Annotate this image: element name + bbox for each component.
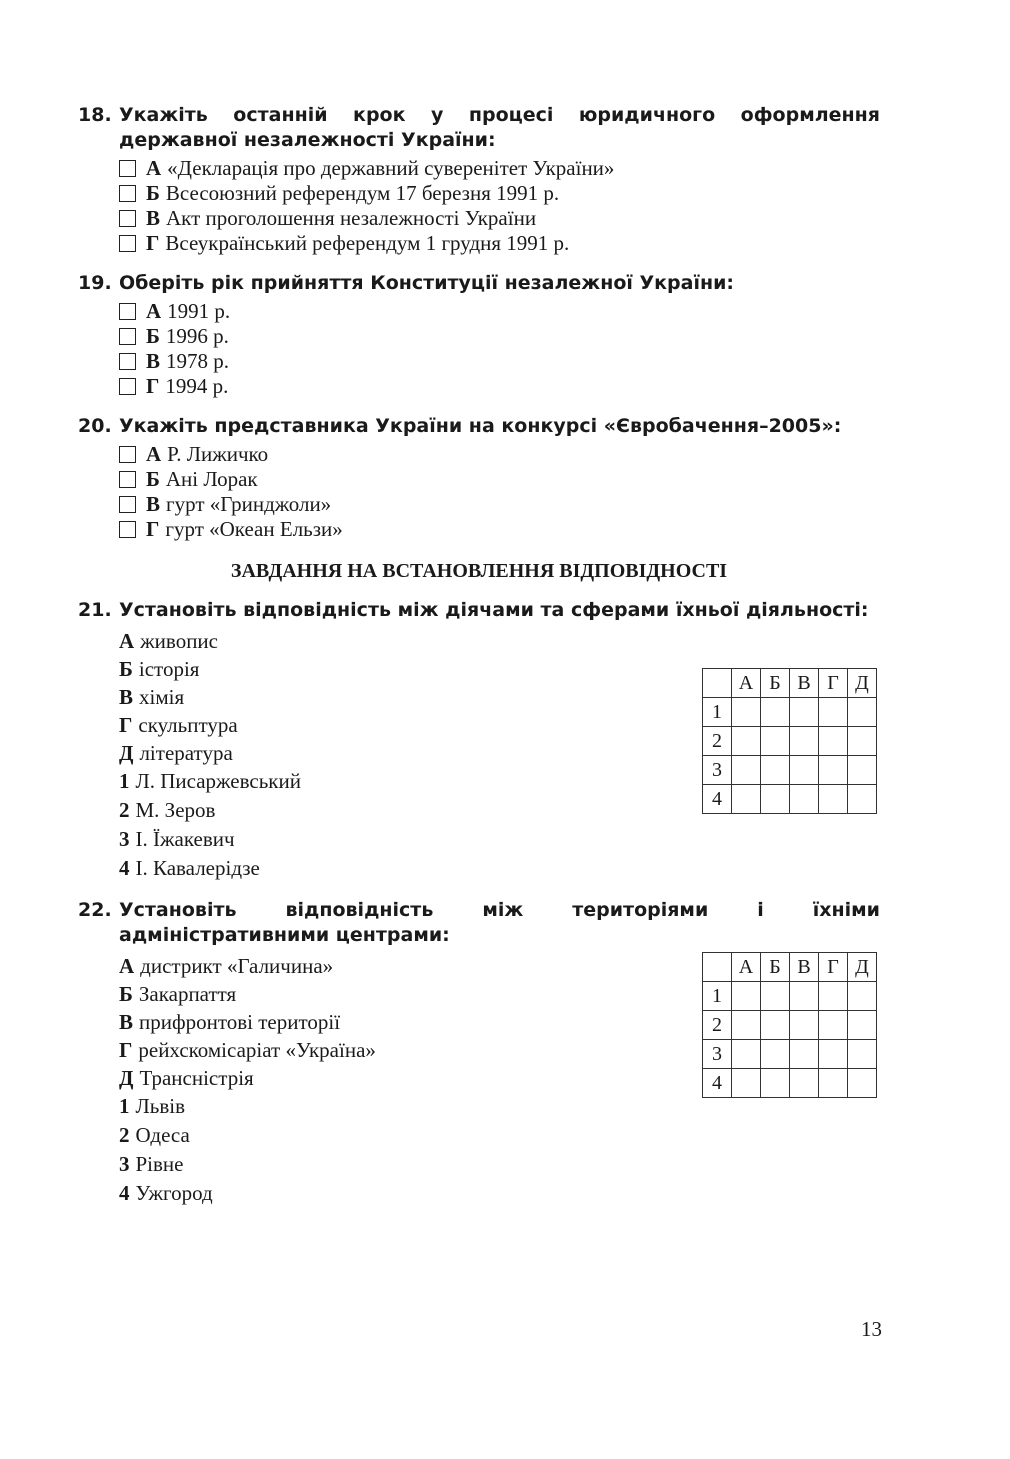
checkbox[interactable] (119, 160, 136, 177)
grid-cell[interactable] (732, 1011, 761, 1040)
answer-option[interactable] (119, 442, 880, 467)
grid-cell[interactable] (819, 1069, 848, 1098)
grid-cell[interactable] (732, 727, 761, 756)
grid-cell[interactable] (819, 698, 848, 727)
question-number: 22. (78, 899, 112, 921)
question-20 (78, 414, 880, 542)
option-letter: А (146, 299, 162, 323)
grid-col-header: А (732, 953, 761, 982)
checkbox[interactable] (119, 210, 136, 227)
grid-cell[interactable] (761, 727, 790, 756)
grid-row (703, 1011, 877, 1040)
option-letter: Б (146, 181, 160, 205)
grid-cell[interactable] (732, 756, 761, 785)
option-letter: Б (146, 467, 160, 491)
option-letter: Б (146, 324, 160, 348)
option-letter: В (146, 206, 161, 230)
grid-corner (703, 669, 732, 698)
question-number: 19. (78, 272, 112, 294)
grid-cell[interactable] (790, 698, 819, 727)
question-text: Укажіть останній крок у процесі юридичного оформлення державної незалежності України: (119, 104, 880, 151)
grid-cell[interactable] (761, 698, 790, 727)
grid-row (703, 698, 877, 727)
item-text: М. Зеров (135, 798, 216, 822)
item-text: прифронтові території (139, 1010, 341, 1034)
checkbox[interactable] (119, 446, 136, 463)
grid-row (703, 785, 877, 814)
grid-cell[interactable] (819, 1011, 848, 1040)
question-text: Установіть відповідність між територіями і їхніми адміністративними центрами: (119, 899, 880, 946)
grid-col-header: В (790, 669, 819, 698)
grid-col-header: А (732, 669, 761, 698)
question-19 (78, 271, 880, 399)
grid-header-row (703, 669, 877, 698)
item-text: Рівне (135, 1152, 184, 1176)
option-text: 1996 р. (165, 324, 229, 348)
item-letter: Г (119, 713, 133, 737)
grid-row (703, 727, 877, 756)
option-text: 1994 р. (165, 374, 229, 398)
checkbox[interactable] (119, 496, 136, 513)
page-number: 13 (861, 1317, 882, 1341)
item-letter: 2 (119, 1123, 130, 1147)
answer-option[interactable] (119, 349, 880, 374)
answer-options (119, 299, 880, 399)
grid-cell[interactable] (790, 982, 819, 1011)
checkbox[interactable] (119, 471, 136, 488)
grid-row-header: 3 (703, 756, 732, 785)
checkbox[interactable] (119, 235, 136, 252)
grid-row (703, 1040, 877, 1069)
grid-col-header: Д (848, 953, 877, 982)
item-letter: Д (119, 1066, 134, 1090)
question-number: 21. (78, 599, 112, 621)
grid-cell[interactable] (819, 1040, 848, 1069)
item-text: історія (138, 657, 200, 681)
item-letter: 1 (119, 769, 130, 793)
grid-cell[interactable] (761, 1069, 790, 1098)
grid-cell[interactable] (790, 1011, 819, 1040)
grid-corner (703, 953, 732, 982)
answer-option[interactable] (119, 467, 880, 492)
item-letter: 4 (119, 856, 130, 880)
item-letter: В (119, 685, 134, 709)
grid-cell[interactable] (732, 785, 761, 814)
answer-option[interactable] (119, 231, 880, 256)
option-text: 1978 р. (166, 349, 230, 373)
answer-option[interactable] (119, 156, 880, 181)
option-text: Всесоюзний референдум 17 березня 1991 р. (165, 181, 560, 205)
grid-cell[interactable] (848, 1040, 877, 1069)
list-item (119, 854, 880, 883)
grid-cell[interactable] (848, 698, 877, 727)
grid-col-header: Г (819, 669, 848, 698)
option-text: «Декларація про державний суверенітет України» (167, 156, 615, 180)
item-text: Львів (135, 1094, 185, 1118)
grid-cell[interactable] (848, 785, 877, 814)
checkbox[interactable] (119, 353, 136, 370)
item-text: Закарпаття (138, 982, 237, 1006)
list-item (119, 825, 880, 854)
answer-option[interactable] (119, 181, 880, 206)
item-text: Ужгород (135, 1181, 213, 1205)
grid-row (703, 756, 877, 785)
grid-cell[interactable] (761, 756, 790, 785)
item-letter: А (119, 629, 135, 653)
option-letter: А (146, 156, 162, 180)
option-text: гурт «Гринджоли» (166, 492, 332, 516)
option-letter: В (146, 349, 161, 373)
question-text: Оберіть рік прийняття Конституції незалежної України: (119, 272, 735, 294)
item-text: живопис (140, 629, 218, 653)
grid-cell[interactable] (790, 727, 819, 756)
grid-col-header: Д (848, 669, 877, 698)
option-letter: Г (146, 231, 160, 255)
grid-cell[interactable] (761, 1011, 790, 1040)
answer-option[interactable] (119, 492, 880, 517)
question-text: Укажіть представника України на конкурсі «Євробачення–2005»: (119, 415, 842, 437)
item-letter: 3 (119, 1152, 130, 1176)
list-item (119, 1150, 880, 1179)
item-letter: 2 (119, 798, 130, 822)
grid-cell[interactable] (848, 982, 877, 1011)
grid-col-header: В (790, 953, 819, 982)
grid-row-header: 1 (703, 698, 732, 727)
item-letter: А (119, 954, 135, 978)
answer-option[interactable] (119, 206, 880, 231)
question-header (78, 898, 880, 948)
grid-col-header: Б (761, 669, 790, 698)
answer-option[interactable] (119, 299, 880, 324)
item-text: Л. Писаржевський (135, 769, 301, 793)
answer-options (119, 156, 880, 256)
option-text: Р. Лижичко (167, 442, 269, 466)
checkbox[interactable] (119, 185, 136, 202)
checkbox[interactable] (119, 521, 136, 538)
grid-cell[interactable] (819, 785, 848, 814)
option-text: Акт проголошення незалежності України (166, 206, 537, 230)
item-text: дистрикт «Галичина» (140, 954, 334, 978)
grid-row-header: 4 (703, 1069, 732, 1098)
grid-cell[interactable] (790, 785, 819, 814)
item-letter: 4 (119, 1181, 130, 1205)
grid-cell[interactable] (732, 1040, 761, 1069)
grid-cell[interactable] (848, 1069, 877, 1098)
answer-grid-21 (702, 668, 877, 814)
answer-option[interactable] (119, 324, 880, 349)
answer-option[interactable] (119, 517, 880, 542)
grid-row-header: 3 (703, 1040, 732, 1069)
grid-cell[interactable] (761, 785, 790, 814)
grid-header-row (703, 953, 877, 982)
grid-cell[interactable] (732, 1069, 761, 1098)
grid-cell[interactable] (732, 698, 761, 727)
option-letter: В (146, 492, 161, 516)
item-letter: Б (119, 982, 133, 1006)
grid-row-header: 4 (703, 785, 732, 814)
question-header (78, 414, 880, 439)
item-letter: Г (119, 1038, 133, 1062)
item-text: скульптура (138, 713, 238, 737)
grid-cell[interactable] (790, 1040, 819, 1069)
question-text: Установіть відповідність між діячами та сферами їхньої діяльності: (119, 599, 869, 621)
answer-option[interactable] (119, 374, 880, 399)
grid-cell[interactable] (819, 982, 848, 1011)
section-title: ЗАВДАННЯ НА ВСТАНОВЛЕННЯ ВІДПОВІДНОСТІ (230, 560, 728, 582)
item-text: література (139, 741, 233, 765)
answer-options (119, 442, 880, 542)
list-item (119, 1121, 880, 1150)
list-item (119, 1179, 880, 1208)
option-text: 1991 р. (167, 299, 231, 323)
list-item (119, 627, 880, 655)
option-text: гурт «Океан Ельзи» (165, 517, 343, 541)
grid-row-header: 1 (703, 982, 732, 1011)
checkbox[interactable] (119, 328, 136, 345)
answer-grid-22 (702, 952, 877, 1098)
grid-cell[interactable] (819, 756, 848, 785)
grid-row-header: 2 (703, 727, 732, 756)
checkbox[interactable] (119, 378, 136, 395)
grid-cell[interactable] (761, 982, 790, 1011)
grid-row (703, 982, 877, 1011)
grid-cell[interactable] (761, 1040, 790, 1069)
grid-row-header: 2 (703, 1011, 732, 1040)
grid-col-header: Г (819, 953, 848, 982)
option-letter: Г (146, 517, 160, 541)
grid-cell[interactable] (732, 982, 761, 1011)
option-letter: А (146, 442, 162, 466)
item-letter: Б (119, 657, 133, 681)
item-text: Одеса (135, 1123, 190, 1147)
grid-cell[interactable] (790, 756, 819, 785)
grid-cell[interactable] (848, 727, 877, 756)
item-letter: Д (119, 741, 134, 765)
question-number: 18. (78, 104, 112, 126)
option-letter: Г (146, 374, 160, 398)
item-text: хімія (139, 685, 185, 709)
item-text: Трансністрія (139, 1066, 254, 1090)
item-letter: 1 (119, 1094, 130, 1118)
question-header (78, 103, 880, 153)
question-number: 20. (78, 415, 112, 437)
item-letter: В (119, 1010, 134, 1034)
item-text: рейхскомісаріат «Україна» (138, 1038, 376, 1062)
grid-col-header: Б (761, 953, 790, 982)
grid-cell[interactable] (848, 1011, 877, 1040)
grid-row (703, 1069, 877, 1098)
question-header (78, 271, 880, 296)
grid-cell[interactable] (790, 1069, 819, 1098)
grid-cell[interactable] (819, 727, 848, 756)
item-letter: 3 (119, 827, 130, 851)
grid-cell[interactable] (848, 756, 877, 785)
question-header (78, 598, 880, 623)
checkbox[interactable] (119, 303, 136, 320)
option-text: Всеукраїнський референдум 1 грудня 1991 р. (165, 231, 570, 255)
item-text: І. Їжакевич (135, 827, 235, 851)
item-text: І. Кавалерідзе (135, 856, 260, 880)
question-18 (78, 103, 880, 256)
option-text: Ані Лорак (165, 467, 258, 491)
